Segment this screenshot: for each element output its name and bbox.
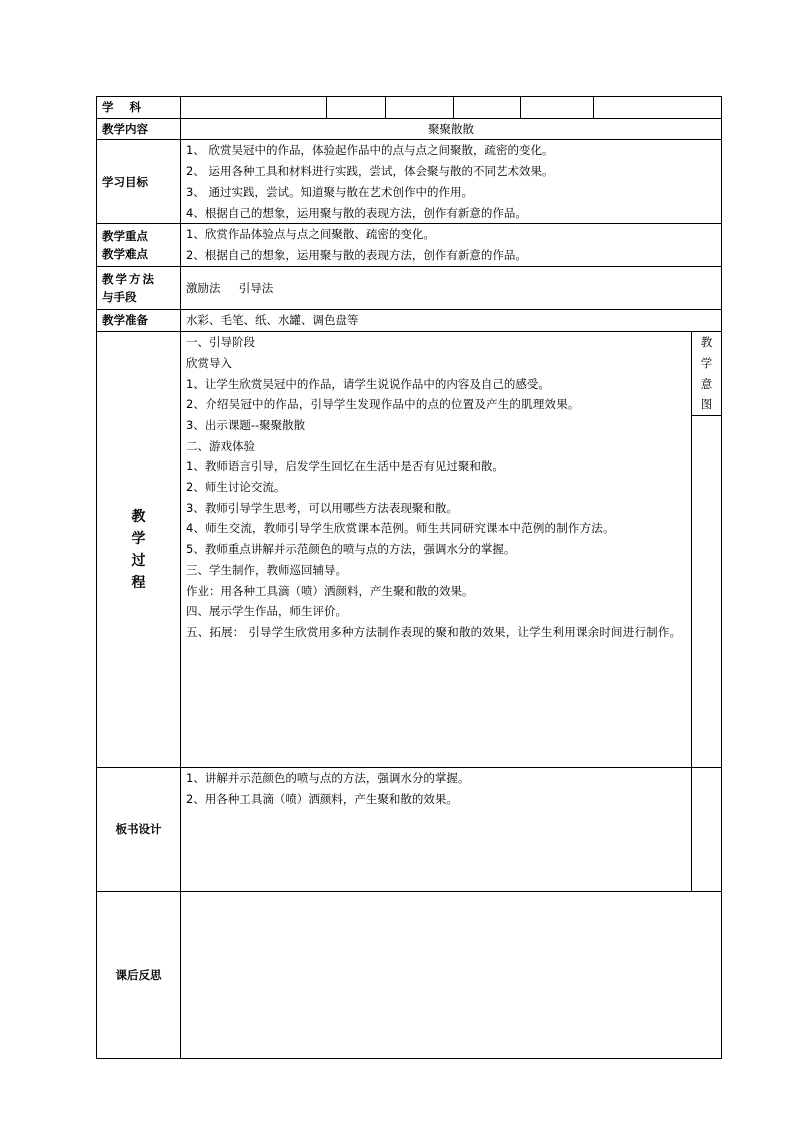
process-label-char: 程 xyxy=(131,574,146,591)
objective-item: 1、 欣赏吴冠中的作品，体验起作品中的点与点之间聚散，疏密的变化。 xyxy=(186,143,554,158)
content-label: 教学内容 xyxy=(97,118,181,140)
process-step: 4、师生交流，教师引导学生欣赏课本范例。师生共同研究课本中范例的制作方法。 xyxy=(186,521,615,536)
key-points-label xyxy=(97,224,181,267)
intent-header: 教学意图 xyxy=(692,332,722,416)
subject-cell-3 xyxy=(386,97,454,119)
key-points-label-1: 教学重点 xyxy=(102,229,148,244)
process-label-char: 学 xyxy=(131,530,146,547)
content-title: 聚聚散散 xyxy=(181,118,722,140)
reflection-label: 课后反思 xyxy=(97,891,181,1058)
objectives-list xyxy=(181,140,722,224)
process-step: 四、展示学生作品，师生评价。 xyxy=(186,604,347,619)
key-points-label-2: 教学难点 xyxy=(102,247,148,262)
methods-label-1: 教学方法 xyxy=(102,272,156,287)
objective-item: 2、 运用各种工具和材料进行实践，尝试，体会聚与散的不同艺术效果。 xyxy=(186,164,554,179)
lesson-plan-table xyxy=(96,96,722,1059)
process-step: 一、引导阶段 xyxy=(186,335,255,350)
process-row xyxy=(97,332,722,416)
board-item: 2、用各种工具滴（喷）洒颜料，产生聚和散的效果。 xyxy=(186,791,458,806)
process-label-char: 教 xyxy=(131,508,146,525)
process-step: 1、让学生欣赏吴冠中的作品，请学生说说作品中的内容及自己的感受。 xyxy=(186,376,550,391)
process-step: 2、师生讨论交流。 xyxy=(186,480,286,495)
subject-cell-2 xyxy=(327,97,386,119)
subject-row xyxy=(97,97,722,119)
methods-label-2: 与手段 xyxy=(102,290,137,305)
process-step: 3、出示课题--聚聚散散 xyxy=(186,417,306,432)
methods-row xyxy=(97,267,722,310)
intent-cell xyxy=(692,415,722,767)
process-step: 1、教师语言引导，启发学生回忆在生活中是否有见过聚和散。 xyxy=(186,459,504,474)
process-step: 3、教师引导学生思考，可以用哪些方法表现聚和散。 xyxy=(186,500,458,515)
objective-item: 4、根据自己的想象，运用聚与散的表现方法，创作有新意的作品。 xyxy=(186,205,527,220)
process-label xyxy=(97,332,181,768)
board-row xyxy=(97,767,722,891)
prep-row xyxy=(97,310,722,332)
process-label-char: 过 xyxy=(131,552,146,569)
key-points-list xyxy=(181,224,722,267)
board-item: 1、讲解并示范颜色的喷与点的方法，强调水分的掌握。 xyxy=(186,770,470,785)
process-step: 5、教师重点讲解并示范颜色的喷与点的方法，强调水分的掌握。 xyxy=(186,542,516,557)
prep-label: 教学准备 xyxy=(97,310,181,332)
process-step: 三、学生制作，教师巡回辅导。 xyxy=(186,562,347,577)
process-step: 欣赏导入 xyxy=(186,355,232,370)
methods-value: 激励法 引导法 xyxy=(181,267,722,310)
process-steps xyxy=(181,332,692,768)
process-step: 二、游戏体验 xyxy=(186,438,255,453)
objectives-row xyxy=(97,140,722,224)
board-intent-cell xyxy=(692,767,722,891)
prep-value: 水彩、毛笔、纸、水罐、调色盘等 xyxy=(181,310,722,332)
process-step: 五、拓展： 引导学生欣赏用多种方法制作表现的聚和散的效果，让学生利用课余时间进行制作。 xyxy=(186,624,682,639)
objectives-label: 学习目标 xyxy=(97,140,181,224)
subject-cell-1 xyxy=(181,97,327,119)
reflection-row xyxy=(97,891,722,1058)
methods-label xyxy=(97,267,181,310)
content-row xyxy=(97,118,722,140)
subject-cell-6 xyxy=(594,97,722,119)
process-step: 作业：用各种工具滴（喷）洒颜料，产生聚和散的效果。 xyxy=(186,583,474,598)
key-point-item: 1、欣赏作品体验点与点之间聚散、疏密的变化。 xyxy=(186,227,435,242)
reflection-cell xyxy=(181,891,722,1058)
key-point-item: 2、根据自己的想象，运用聚与散的表现方法，创作有新意的作品。 xyxy=(186,248,527,263)
subject-cell-5 xyxy=(521,97,594,119)
board-label: 板书设计 xyxy=(97,767,181,891)
process-step: 2、介绍吴冠中的作品，引导学生发现作品中的点的位置及产生的肌理效果。 xyxy=(186,397,580,412)
board-list xyxy=(181,767,692,891)
key-points-row xyxy=(97,224,722,267)
subject-cell-4 xyxy=(454,97,521,119)
subject-label: 学 科 xyxy=(97,97,181,119)
objective-item: 3、 通过实践，尝试。知道聚与散在艺术创作中的作用。 xyxy=(186,184,473,199)
